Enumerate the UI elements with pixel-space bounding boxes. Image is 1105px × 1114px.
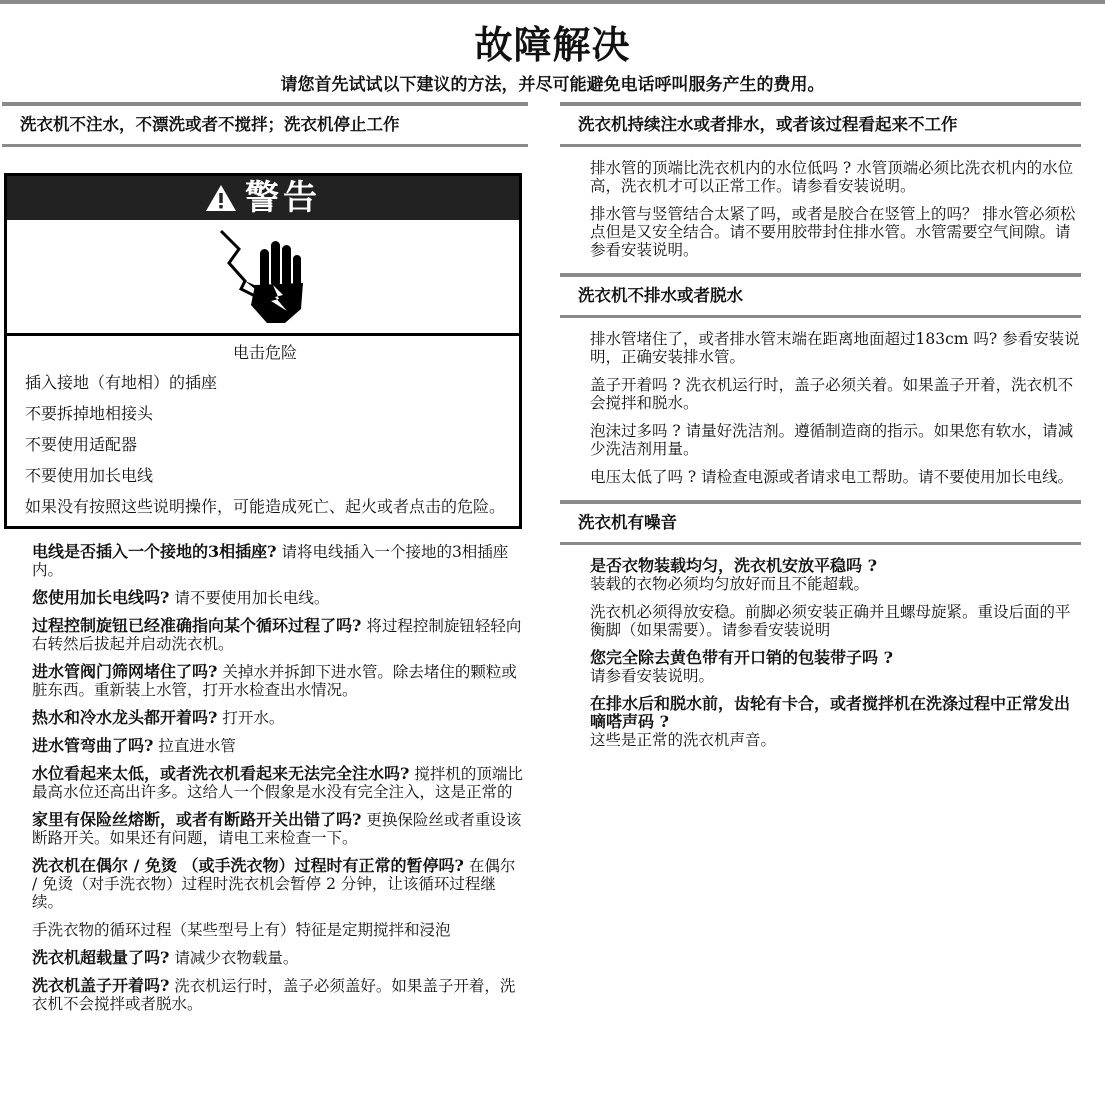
item-answer: 请将电线插入一个接地的3相插座内。 (32, 543, 509, 579)
section-title-no-water: 洗衣机不注水，不漂洗或者不搅拌；洗衣机停止工作 (2, 102, 528, 147)
item-question: 是否衣物装载均匀，洗衣机安放平稳吗 ? (590, 556, 877, 575)
left-items (2, 543, 530, 1013)
troubleshoot-item (32, 663, 524, 699)
item-question: 洗衣机超载量了吗? (32, 948, 170, 967)
troubleshoot-item (32, 811, 524, 847)
warning-label: 警告 (245, 178, 321, 218)
item-answer: 将过程控制旋钮轻轻向右转然后拔起并启动洗衣机。 (32, 617, 522, 653)
troubleshoot-item (32, 709, 524, 727)
electric-shock-icon-area (7, 220, 519, 336)
troubleshoot-item: 排水管的顶端比洗衣机内的水位低吗 ? 水管顶端必须比洗衣机内的水位高，洗衣机才可以正常工作。请参看安装说明。 (590, 159, 1074, 195)
electric-shock-hand-icon (215, 229, 311, 325)
section-items (560, 159, 1081, 259)
warning-triangle-icon (205, 184, 237, 212)
right-column (560, 102, 1081, 763)
troubleshoot-item: 盖子开着吗 ? 洗衣机运行时，盖子必须关着。如果盖子开着，洗衣机不会搅拌和脱水。 (590, 376, 1074, 412)
section-items (560, 330, 1081, 486)
troubleshoot-item (32, 589, 524, 607)
troubleshoot-item: 电压太低了吗 ? 请检查电源或者请求电工帮助。请不要使用加长电线。 (590, 468, 1074, 486)
troubleshoot-item: 泡沫过多吗 ? 请量好洗洁剂。遵循制造商的指示。如果您有软水，请减少洗洁剂用量。 (590, 422, 1074, 458)
troubleshoot-item (32, 617, 524, 653)
hazard-title: 电击危险 (232, 343, 297, 362)
item-answer: 洗衣机运行时，盖子必须盖好。如果盖子开着，洗衣机不会搅拌或者脱水。 (32, 977, 516, 1013)
warning-line: 不要拆掉地相接头 (25, 404, 154, 423)
item-answer: 请参看安装说明。 (590, 667, 715, 685)
item-question: 您使用加长电线吗? (32, 588, 170, 607)
troubleshoot-item (32, 543, 524, 579)
item-question: 电线是否插入一个接地的3相插座? (32, 542, 277, 561)
troubleshoot-item (32, 921, 524, 939)
troubleshoot-item: 排水管堵住了，或者排水管末端在距离地面超过183cm 吗? 参看安装说明，正确安装排水管。 (590, 330, 1080, 366)
item-question: 您完全除去黄色带有开口销的包装带子吗 ? (590, 648, 893, 667)
left-column (2, 102, 530, 1023)
item-answer: 关掉水并拆卸下进水管。除去堵住的颗粒或脏东西。重新装上水管，打开水检查出水情况。 (32, 663, 517, 699)
item-answer: 手洗衣物的循环过程（某些型号上有）特征是定期搅拌和浸泡 (32, 921, 451, 939)
item-answer: 拉直进水管 (153, 737, 236, 755)
troubleshoot-item (32, 765, 524, 801)
item-answer: 打开水。 (217, 709, 285, 727)
troubleshoot-item: 排水管与竖管结合太紧了吗，或者是胶合在竖管上的吗？ 排水管必须松点但是又安全结合。请不要用胶带封住排水管。水管需要空气间隙。请参看安装说明。 (590, 205, 1076, 259)
page-subtitle: 请您首先试试以下建议的方法，并尽可能避免电话呼叫服务产生的费用。 (280, 75, 825, 95)
item-answer: 请减少衣物载量。 (169, 949, 299, 967)
troubleshoot-item (590, 695, 1081, 749)
item-question: 在排水后和脱水前，齿轮有卡合，或者搅拌机在洗涤过程中正常发出嘀嗒声码 ? (590, 694, 1071, 731)
troubleshoot-item (590, 649, 1081, 685)
item-answer: 请不要使用加长电线。 (169, 589, 330, 607)
troubleshoot-item (32, 737, 524, 755)
top-rule (0, 0, 1105, 4)
warning-box (4, 173, 522, 529)
section-title-continuous-fill: 洗衣机持续注水或者排水，或者该过程看起来不工作 (560, 102, 1081, 147)
item-answer: 这些是正常的洗衣机声音。 (590, 731, 777, 749)
page-title: 故障解决 (474, 22, 631, 67)
warning-body (7, 336, 519, 526)
item-question: 洗衣机盖子开着吗? (32, 976, 170, 995)
troubleshoot-item (32, 949, 524, 967)
item-question: 进水管阀门筛网堵住了吗? (32, 662, 218, 681)
warning-line: 不要使用加长电线 (25, 466, 154, 485)
troubleshoot-item (32, 977, 524, 1013)
section-title-noise: 洗衣机有噪音 (560, 500, 1081, 545)
item-question: 洗衣机在偶尔 / 免烫 （或手洗衣物）过程时有正常的暂停吗? (32, 856, 464, 875)
item-question: 过程控制旋钮已经准确指向某个循环过程了吗? (32, 616, 362, 635)
troubleshoot-item (32, 857, 524, 911)
item-question: 进水管弯曲了吗? (32, 736, 154, 755)
troubleshoot-item: 洗衣机必须得放安稳。前脚必须安装正确并且螺母旋紧。重设后面的平衡脚（如果需要）。请参看安装说明 (590, 603, 1071, 639)
item-answer: 搅拌机的顶端比最高水位还高出许多。这给人一个假象是水没有完全注入，这是正常的 (32, 765, 523, 801)
warning-header (7, 176, 519, 220)
item-question: 家里有保险丝熔断，或者有断路开关出错了吗? (32, 810, 362, 829)
item-answer: 在偶尔 / 免烫（对手洗衣物）过程时洗衣机会暂停 2 分钟，让该循环过程继续。 (32, 857, 516, 911)
section-title-no-drain: 洗衣机不排水或者脱水 (560, 273, 1081, 318)
warning-line: 插入接地（有地相）的插座 (25, 373, 218, 392)
item-question: 水位看起来太低，或者洗衣机看起来无法完全注水吗? (32, 764, 410, 783)
item-answer: 更换保险丝或者重设该断路开关。如果还有问题，请电工来检查一下。 (32, 811, 522, 847)
item-question: 热水和冷水龙头都开着吗? (32, 708, 218, 727)
item-answer: 装载的衣物必须均匀放好而且不能超载。 (590, 575, 870, 593)
warning-line: 如果没有按照这些说明操作，可能造成死亡、起火或者点击的危险。 (25, 497, 506, 516)
warning-line: 不要使用适配器 (25, 435, 138, 454)
troubleshoot-item (590, 557, 1081, 593)
section-items (560, 557, 1081, 749)
